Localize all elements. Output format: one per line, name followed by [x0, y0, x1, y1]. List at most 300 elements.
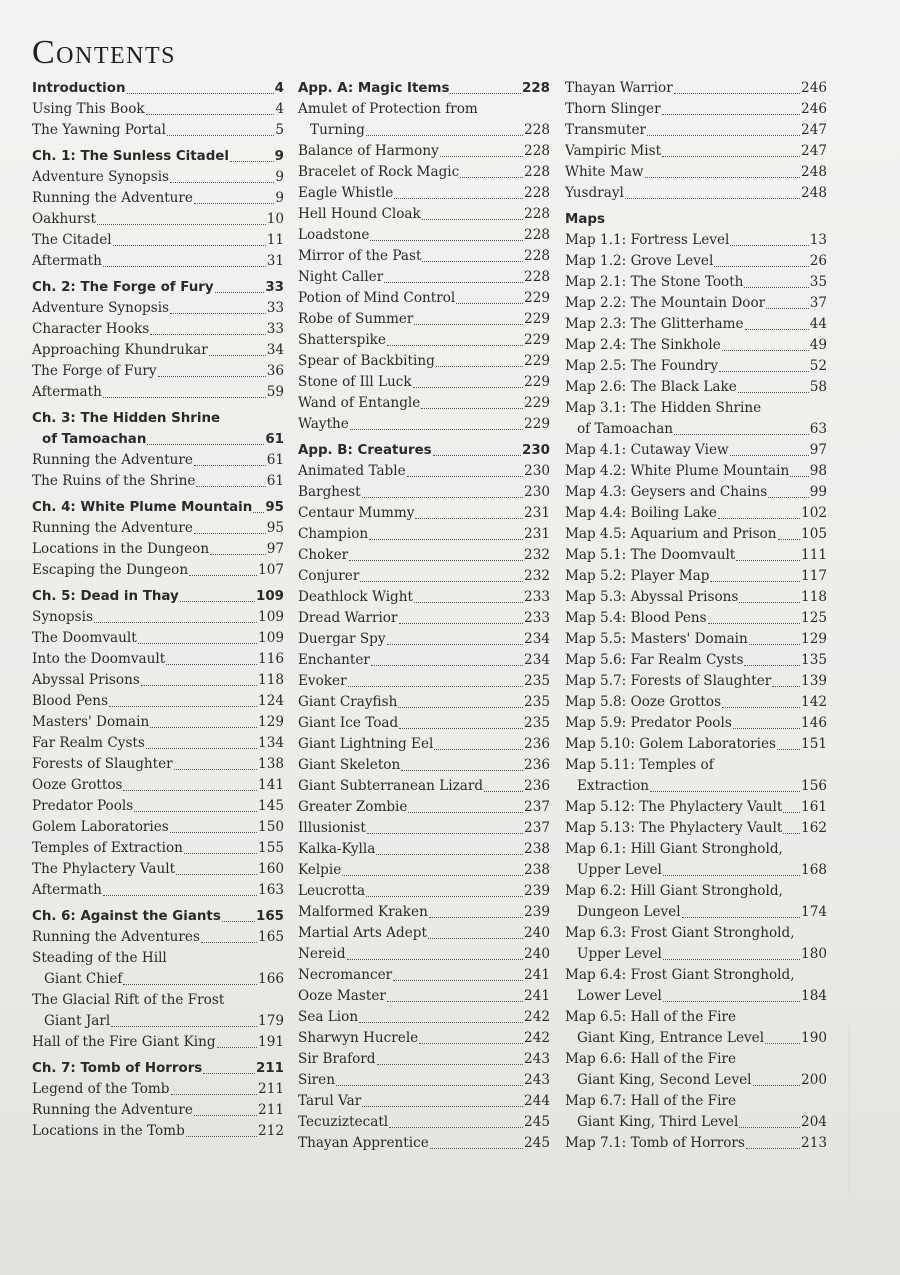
dot-leader: [414, 602, 523, 603]
toc-entry-label: Balance of Harmony: [298, 143, 439, 159]
toc-entry-label: Giant Skeleton: [298, 757, 401, 773]
dot-leader: [674, 93, 800, 94]
toc-entry-label: Eagle Whistle: [298, 185, 394, 201]
toc-entry-page-number: 236: [524, 778, 550, 794]
toc-entry: [298, 734, 550, 755]
toc-entry-page-number: 212: [258, 1123, 284, 1139]
toc-entry-label: Aftermath: [32, 882, 102, 898]
toc-entry-label: Centaur Mummy: [298, 505, 415, 521]
dot-leader: [440, 156, 523, 157]
toc-entry-label: Synopsis: [32, 609, 93, 625]
toc-entry: [298, 902, 550, 923]
toc-entry-page-number: 118: [258, 672, 284, 688]
toc-entry-label: Sharwyn Hucrele: [298, 1030, 419, 1046]
toc-entry: [565, 419, 827, 440]
toc-entry-label: Barghest: [298, 484, 361, 500]
dot-leader: [663, 959, 800, 960]
toc-entry-page-number: 229: [524, 311, 550, 327]
toc-entry-label: Approaching Khundrukar: [32, 342, 208, 358]
dot-leader: [170, 182, 274, 183]
toc-entry: [32, 712, 284, 733]
dot-leader: [376, 854, 523, 855]
toc-entry-label: The Forge of Fury: [32, 363, 157, 379]
toc-section-heading: [32, 429, 284, 450]
toc-entry-label: Giant Crayfish: [298, 694, 398, 710]
toc-entry: [32, 251, 284, 272]
toc-entry: [298, 204, 550, 225]
toc-entry: [32, 817, 284, 838]
toc-entry-label: Locations in the Dungeon: [32, 541, 210, 557]
dot-leader: [389, 1127, 523, 1128]
toc-entry: [32, 99, 284, 120]
toc-entry: [565, 986, 827, 1007]
toc-entry-label: Predator Pools: [32, 798, 134, 814]
dot-leader: [366, 135, 523, 136]
toc-entry-page-number: 26: [809, 253, 827, 269]
dot-leader: [777, 749, 800, 750]
toc-entry-label: Upper Level: [577, 862, 662, 878]
toc-entry-page-number: 229: [524, 416, 550, 432]
toc-entry: [298, 629, 550, 650]
toc-entry-label: Ooze Grottos: [32, 777, 123, 793]
dot-leader: [434, 749, 523, 750]
toc-entry-label: Giant King, Third Level: [577, 1114, 739, 1130]
toc-entry-page-number: 230: [522, 443, 550, 458]
toc-entry-label: White Maw: [565, 164, 644, 180]
toc-entry-page-number: 174: [801, 904, 827, 920]
toc-entry-page-number: 151: [801, 736, 827, 752]
toc-entry: [565, 692, 827, 713]
toc-entry-label: Ch. 6: Against the Giants: [32, 909, 221, 924]
dot-leader: [674, 434, 809, 435]
toc-entry-page-number: 129: [801, 631, 827, 647]
dot-leader: [399, 728, 523, 729]
toc-entry-label: Potion of Mind Control: [298, 290, 456, 306]
toc-entry-page-number: 228: [524, 164, 550, 180]
toc-entry: [32, 691, 284, 712]
toc-entry-page-number: 95: [265, 500, 284, 515]
toc-entry-label: of Tamoachan: [577, 421, 674, 437]
toc-entry: [32, 1100, 284, 1121]
toc-entry-page-number: 211: [258, 1102, 284, 1118]
toc-entry-label: Into the Doomvault: [32, 651, 166, 667]
toc-entry-label: Map 5.6: Far Realm Cysts: [565, 652, 744, 668]
toc-entry-page-number: 204: [801, 1114, 827, 1130]
toc-entry-label: Running the Adventures: [32, 929, 200, 945]
toc-entry: [298, 776, 550, 797]
toc-entry-label: Running the Adventure: [32, 1102, 193, 1118]
dot-leader: [783, 833, 800, 834]
toc-entry: [565, 78, 827, 99]
dot-leader: [384, 282, 523, 283]
toc-entry-line: Map 3.1: The Hidden Shrine: [565, 400, 762, 416]
toc-entry-page-number: 9: [275, 190, 284, 206]
toc-entry-page-number: 231: [524, 526, 550, 542]
toc-entry-label: Tarul Var: [298, 1093, 362, 1109]
toc-entry: [32, 859, 284, 880]
toc-entry: [32, 1011, 284, 1032]
toc-entry-page-number: 160: [258, 861, 284, 877]
toc-entry-page-number: 239: [524, 904, 550, 920]
toc-entry-page-number: 5: [275, 122, 284, 138]
toc-entry-label: Sea Lion: [298, 1009, 359, 1025]
page-title: Contents: [32, 34, 177, 71]
toc-entry: [298, 120, 550, 141]
toc-entry: [298, 923, 550, 944]
toc-entry-page-number: 246: [801, 80, 827, 96]
dot-leader: [407, 476, 523, 477]
dot-leader: [176, 874, 257, 875]
dot-leader: [196, 486, 265, 487]
dot-leader: [783, 812, 800, 813]
dot-leader: [714, 266, 808, 267]
dot-leader: [194, 203, 274, 204]
toc-entry: [565, 629, 827, 650]
toc-entry-page-number: 213: [801, 1135, 827, 1151]
toc-entry-label: Running the Adventure: [32, 190, 193, 206]
toc-entry-label: Adventure Synopsis: [32, 300, 170, 316]
toc-entry: [32, 209, 284, 230]
toc-entry-label: Ch. 7: Tomb of Horrors: [32, 1061, 203, 1076]
toc-entry-page-number: 129: [258, 714, 284, 730]
toc-section-heading: [32, 497, 284, 518]
toc-entry-label: Martial Arts Adept: [298, 925, 427, 941]
toc-entry: [565, 482, 827, 503]
dot-leader: [739, 602, 800, 603]
toc-entry-label: Map 4.4: Boiling Lake: [565, 505, 717, 521]
dot-leader: [184, 853, 257, 854]
toc-entry: [32, 754, 284, 775]
toc-column-2: [298, 78, 550, 1154]
toc-entry-label: Map 2.5: The Foundry: [565, 358, 719, 374]
toc-section-heading: Ch. 3: The Hidden Shrine: [32, 411, 221, 426]
toc-entry-page-number: 135: [801, 652, 827, 668]
toc-entry: [32, 120, 284, 141]
toc-entry-page-number: 166: [258, 971, 284, 987]
toc-entry: [298, 414, 550, 435]
toc-column-1: [32, 78, 284, 1142]
dot-leader: [127, 93, 274, 94]
toc-entry-label: Siren: [298, 1072, 335, 1088]
dot-leader: [194, 533, 266, 534]
toc-entry-page-number: 13: [809, 232, 827, 248]
toc-entry-label: Ooze Master: [298, 988, 386, 1004]
dot-leader: [146, 748, 257, 749]
toc-entry: [565, 944, 827, 965]
toc-entry-label: Forests of Slaughter: [32, 756, 173, 772]
toc-entry-label: of Tamoachan: [42, 432, 147, 447]
toc-entry-label: Deathlock Wight: [298, 589, 413, 605]
dot-leader: [749, 644, 800, 645]
toc-entry-label: Enchanter: [298, 652, 370, 668]
toc-entry-page-number: 229: [524, 374, 550, 390]
toc-entry-page-number: 235: [524, 673, 550, 689]
toc-entry-page-number: 242: [524, 1030, 550, 1046]
toc-entry-label: Extraction: [577, 778, 650, 794]
dot-leader: [422, 261, 523, 262]
toc-entry: [298, 713, 550, 734]
toc-entry-page-number: 134: [258, 735, 284, 751]
dot-leader: [682, 917, 800, 918]
toc-entry: [32, 382, 284, 403]
toc-section-heading: [298, 440, 550, 461]
toc-entry-page-number: 44: [809, 316, 827, 332]
toc-entry: [565, 671, 827, 692]
toc-entry-label: Map 5.7: Forests of Slaughter: [565, 673, 772, 689]
toc-entry-label: Turning: [310, 122, 365, 138]
toc-section-heading: [32, 586, 284, 607]
dot-leader: [103, 397, 266, 398]
dot-leader: [422, 219, 523, 220]
toc-entry-page-number: 241: [524, 988, 550, 1004]
dot-leader: [103, 895, 257, 896]
dot-leader: [719, 371, 809, 372]
toc-entry: [298, 1112, 550, 1133]
toc-entry-page-number: 156: [801, 778, 827, 794]
toc-entry-label: Ch. 1: The Sunless Citadel: [32, 149, 229, 164]
toc-entry-page-number: 230: [524, 484, 550, 500]
toc-entry-page-number: 141: [258, 777, 284, 793]
toc-entry-label: Map 5.8: Ooze Grottos: [565, 694, 722, 710]
dot-leader: [421, 408, 523, 409]
toc-entry-label: Giant Subterranean Lizard: [298, 778, 484, 794]
toc-entry: [298, 267, 550, 288]
toc-entry-page-number: 97: [809, 442, 827, 458]
dot-leader: [730, 245, 808, 246]
toc-entry-page-number: 230: [524, 463, 550, 479]
dot-leader: [347, 959, 524, 960]
dot-leader: [150, 727, 257, 728]
toc-entry: [298, 986, 550, 1007]
dot-leader: [180, 601, 255, 602]
dot-leader: [415, 518, 523, 519]
dot-leader: [722, 707, 800, 708]
toc-entry-label: Dungeon Level: [577, 904, 681, 920]
toc-entry-label: Conjurer: [298, 568, 360, 584]
toc-entry: [298, 818, 550, 839]
dot-leader: [428, 938, 523, 939]
dot-leader: [718, 518, 800, 519]
toc-entry-label: Map 2.1: The Stone Tooth: [565, 274, 744, 290]
toc-entry-label: Evoker: [298, 673, 347, 689]
toc-entry-label: Night Caller: [298, 269, 384, 285]
dot-leader: [710, 581, 800, 582]
dot-leader: [736, 560, 800, 561]
dot-leader: [371, 665, 523, 666]
toc-entry-label: Thayan Apprentice: [298, 1135, 429, 1151]
dot-leader: [359, 1022, 523, 1023]
toc-entry-line: Map 5.11: Temples of: [565, 757, 714, 773]
toc-entry: [32, 880, 284, 901]
toc-entry-line: Map 6.5: Hall of the Fire: [565, 1009, 736, 1025]
toc-entry-label: Greater Zombie: [298, 799, 408, 815]
toc-entry-label: The Doomvault: [32, 630, 137, 646]
toc-entry-page-number: 237: [524, 799, 550, 815]
dot-leader: [450, 93, 521, 94]
toc-entry-label: Aftermath: [32, 253, 102, 269]
dot-leader: [650, 791, 800, 792]
toc-entry-page-number: 244: [524, 1093, 550, 1109]
toc-entry-page-number: 150: [258, 819, 284, 835]
dot-leader: [350, 429, 523, 430]
toc-entry: [298, 797, 550, 818]
toc-entry-label: Locations in the Tomb: [32, 1123, 185, 1139]
toc-entry-label: Loadstone: [298, 227, 370, 243]
toc-entry-page-number: 200: [801, 1072, 827, 1088]
dot-leader: [730, 455, 809, 456]
toc-entry: [32, 733, 284, 754]
dot-leader: [387, 644, 524, 645]
toc-entry: [32, 560, 284, 581]
toc-entry: [298, 1091, 550, 1112]
toc-entry-page-number: 33: [265, 280, 284, 295]
dot-leader: [170, 832, 257, 833]
toc-entry-label: Aftermath: [32, 384, 102, 400]
dot-leader: [174, 769, 257, 770]
dot-leader: [158, 376, 266, 377]
dot-leader: [484, 791, 523, 792]
toc-section-heading: [32, 146, 284, 167]
toc-entry: [32, 838, 284, 859]
toc-entry: [298, 503, 550, 524]
toc-entry-page-number: 248: [801, 164, 827, 180]
toc-entry: [298, 246, 550, 267]
toc-entry-page-number: 145: [258, 798, 284, 814]
toc-entry: [565, 1070, 827, 1091]
dot-leader: [113, 245, 266, 246]
toc-entry-label: Map 5.4: Blood Pens: [565, 610, 707, 626]
toc-entry-page-number: 35: [809, 274, 827, 290]
toc-entry: [298, 1028, 550, 1049]
toc-entry-page-number: 139: [801, 673, 827, 689]
toc-entry-label: Map 2.3: The Glitterhame: [565, 316, 744, 332]
toc-entry: [32, 670, 284, 691]
toc-entry: [298, 1133, 550, 1154]
dot-leader: [778, 539, 801, 540]
toc-entry-label: Stone of Ill Luck: [298, 374, 412, 390]
toc-entry-label: Blood Pens: [32, 693, 109, 709]
toc-entry-page-number: 211: [256, 1061, 284, 1076]
toc-entry-page-number: 61: [265, 432, 284, 447]
dot-leader: [146, 114, 275, 115]
toc-entry-label: Map 4.2: White Plume Mountain: [565, 463, 790, 479]
toc-entry: [565, 608, 827, 629]
toc-entry-label: Lower Level: [577, 988, 662, 1004]
toc-entry-page-number: 245: [524, 1114, 550, 1130]
toc-entry: [565, 713, 827, 734]
toc-entry-page-number: 33: [266, 321, 284, 337]
toc-entry-page-number: 179: [258, 1013, 284, 1029]
toc-entry: [298, 330, 550, 351]
toc-entry-page-number: 4: [274, 81, 284, 96]
toc-entry-line: Map 6.6: Hall of the Fire: [565, 1051, 736, 1067]
toc-entry-page-number: 162: [801, 820, 827, 836]
toc-entry: [298, 1049, 550, 1070]
toc-entry: [32, 539, 284, 560]
toc-entry-label: Duergar Spy: [298, 631, 386, 647]
dot-leader: [367, 833, 523, 834]
toc-entry: [298, 461, 550, 482]
toc-entry-page-number: 247: [801, 143, 827, 159]
toc-entry: [565, 251, 827, 272]
toc-entry-page-number: 95: [266, 520, 284, 536]
dot-leader: [336, 1085, 523, 1086]
dot-leader: [436, 366, 523, 367]
toc-entry-page-number: 61: [266, 473, 284, 489]
dot-leader: [722, 350, 809, 351]
toc-entry-page-number: 61: [266, 452, 284, 468]
dot-leader: [141, 685, 257, 686]
toc-entry-label: Spear of Backbiting: [298, 353, 435, 369]
toc-entry-page-number: 124: [258, 693, 284, 709]
toc-entry-page-number: 236: [524, 757, 550, 773]
toc-entry-label: Map 2.2: The Mountain Door: [565, 295, 766, 311]
toc-entry-page-number: 248: [801, 185, 827, 201]
toc-entry: [565, 545, 827, 566]
toc-entry-page-number: 239: [524, 883, 550, 899]
toc-entry-label: Hell Hound Cloak: [298, 206, 421, 222]
toc-entry-label: Giant King, Second Level: [577, 1072, 752, 1088]
dot-leader: [645, 177, 800, 178]
toc-entry-page-number: 235: [524, 715, 550, 731]
toc-entry: [298, 965, 550, 986]
page-edge-decoration: [848, 1025, 900, 1195]
toc-entry-page-number: 240: [524, 946, 550, 962]
toc-entry-page-number: 111: [801, 547, 827, 563]
toc-entry: [298, 288, 550, 309]
toc-entry-label: Champion: [298, 526, 369, 542]
toc-entry-page-number: 235: [524, 694, 550, 710]
toc-entry: [565, 356, 827, 377]
toc-entry-label: Map 5.10: Golem Laboratories: [565, 736, 776, 752]
toc-entry: [32, 230, 284, 251]
dot-leader: [387, 1001, 523, 1002]
toc-entry-label: Map 5.3: Abyssal Prisons: [565, 589, 739, 605]
dot-leader: [147, 444, 264, 445]
toc-entry-line: Map 6.1: Hill Giant Stronghold,: [565, 841, 783, 857]
toc-entry: [298, 944, 550, 965]
toc-entry-label: Map 2.6: The Black Lake: [565, 379, 737, 395]
toc-entry-page-number: 109: [256, 589, 284, 604]
toc-entry-label: Giant Ice Toad: [298, 715, 399, 731]
toc-entry: [32, 298, 284, 319]
toc-entry-label: Leucrotta: [298, 883, 366, 899]
toc-entry-line: Amulet of Protection from: [298, 101, 478, 117]
toc-entry-page-number: 31: [266, 253, 284, 269]
toc-entry: [565, 503, 827, 524]
toc-entry-page-number: 234: [524, 631, 550, 647]
toc-entry: [298, 1007, 550, 1028]
toc-entry: [32, 450, 284, 471]
toc-entry-page-number: 4: [275, 101, 284, 117]
toc-entry: [565, 183, 827, 204]
dot-leader: [360, 581, 523, 582]
toc-entry-label: The Yawning Portal: [32, 122, 166, 138]
toc-entry-page-number: 238: [524, 841, 550, 857]
toc-entry-page-number: 142: [801, 694, 827, 710]
toc-entry-page-number: 165: [256, 909, 284, 924]
dot-leader: [94, 622, 257, 623]
toc-entry: [298, 309, 550, 330]
toc-entry-page-number: 237: [524, 820, 550, 836]
toc-entry-page-number: 97: [266, 541, 284, 557]
toc-entry: [565, 1133, 827, 1154]
toc-entry-page-number: 109: [258, 609, 284, 625]
toc-entry: [298, 671, 550, 692]
toc-entry: [298, 183, 550, 204]
toc-entry-label: The Phylactery Vault: [32, 861, 176, 877]
toc-entry-label: Escaping the Dungeon: [32, 562, 189, 578]
